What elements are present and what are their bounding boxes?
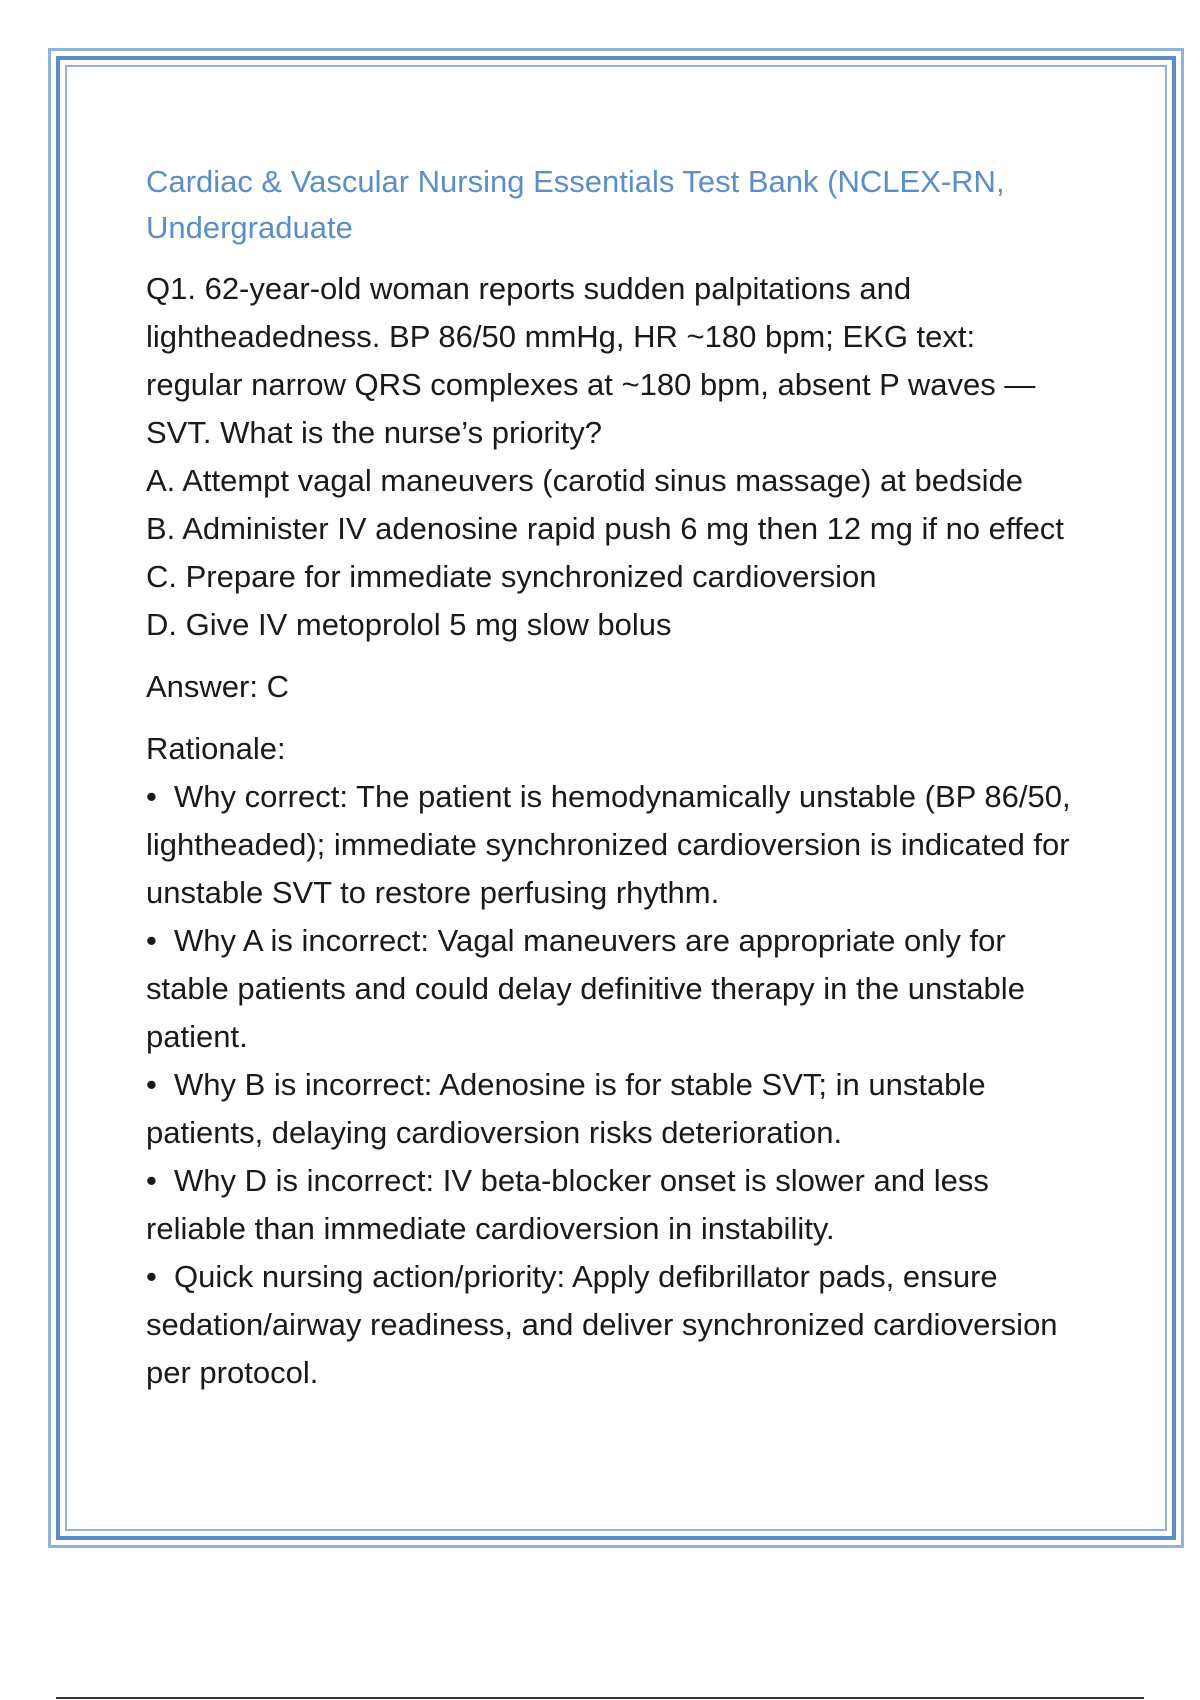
option-a: A. Attempt vagal maneuvers (carotid sinus massage) at bedside [146,463,1024,498]
rationale-item [146,1253,1076,1397]
rationale-item [146,1157,1076,1253]
rationale-text-priority: Quick nursing action/priority: Apply defibrillator pads, ensure sedation/airway readiness, and deliver synchronized cardioversion per protocol. [146,1259,1058,1390]
rationale-item [146,1061,1076,1157]
bullet-icon: • [146,923,157,958]
page-border [48,48,1184,1548]
answer-options [146,457,1076,649]
rationale-text-a: Why A is incorrect: Vagal maneuvers are appropriate only for stable patients and could delay definitive therapy in the unstable patient. [146,923,1025,1054]
rationale-text-correct: Why correct: The patient is hemodynamically unstable (BP 86/50, lightheaded); immediate synchronized cardioversion is indicated for unstable SVT to restore perfusing rhythm. [146,779,1071,910]
page-border-inner [65,65,1167,1531]
page-border-middle [56,56,1176,1540]
rationale-item [146,917,1076,1061]
option-d: D. Give IV metoprolol 5 mg slow bolus [146,607,672,642]
bullet-icon: • [146,1259,157,1294]
question-stem: Q1. 62-year-old woman reports sudden palpitations and lightheadedness. BP 86/50 mmHg, HR ~180 bpm; EKG text: regular narrow QRS complexes at ~180 bpm, absent P waves — SVT. What is the nurse’s priority? [146,271,1036,450]
option-c: C. Prepare for immediate synchronized cardioversion [146,559,877,594]
document-content [146,159,1076,1397]
bullet-icon: • [146,1067,157,1102]
rationale-text-d: Why D is incorrect: IV beta-blocker onset is slower and less reliable than immediate cardioversion in instability. [146,1163,989,1246]
rationale-item [146,773,1076,917]
page-bottom-rule [56,1697,1144,1699]
bullet-icon: • [146,779,157,814]
rationale-heading: Rationale: [146,731,286,766]
bullet-icon: • [146,1163,157,1198]
rationale-text-b: Why B is incorrect: Adenosine is for stable SVT; in unstable patients, delaying cardioversion risks deterioration. [146,1067,986,1150]
document-title: Cardiac & Vascular Nursing Essentials Test Bank (NCLEX-RN, Undergraduate [146,164,1005,245]
option-b: B. Administer IV adenosine rapid push 6 mg then 12 mg if no effect [146,511,1064,546]
correct-answer: Answer: C [146,669,289,704]
rationale-list [146,773,1076,1397]
